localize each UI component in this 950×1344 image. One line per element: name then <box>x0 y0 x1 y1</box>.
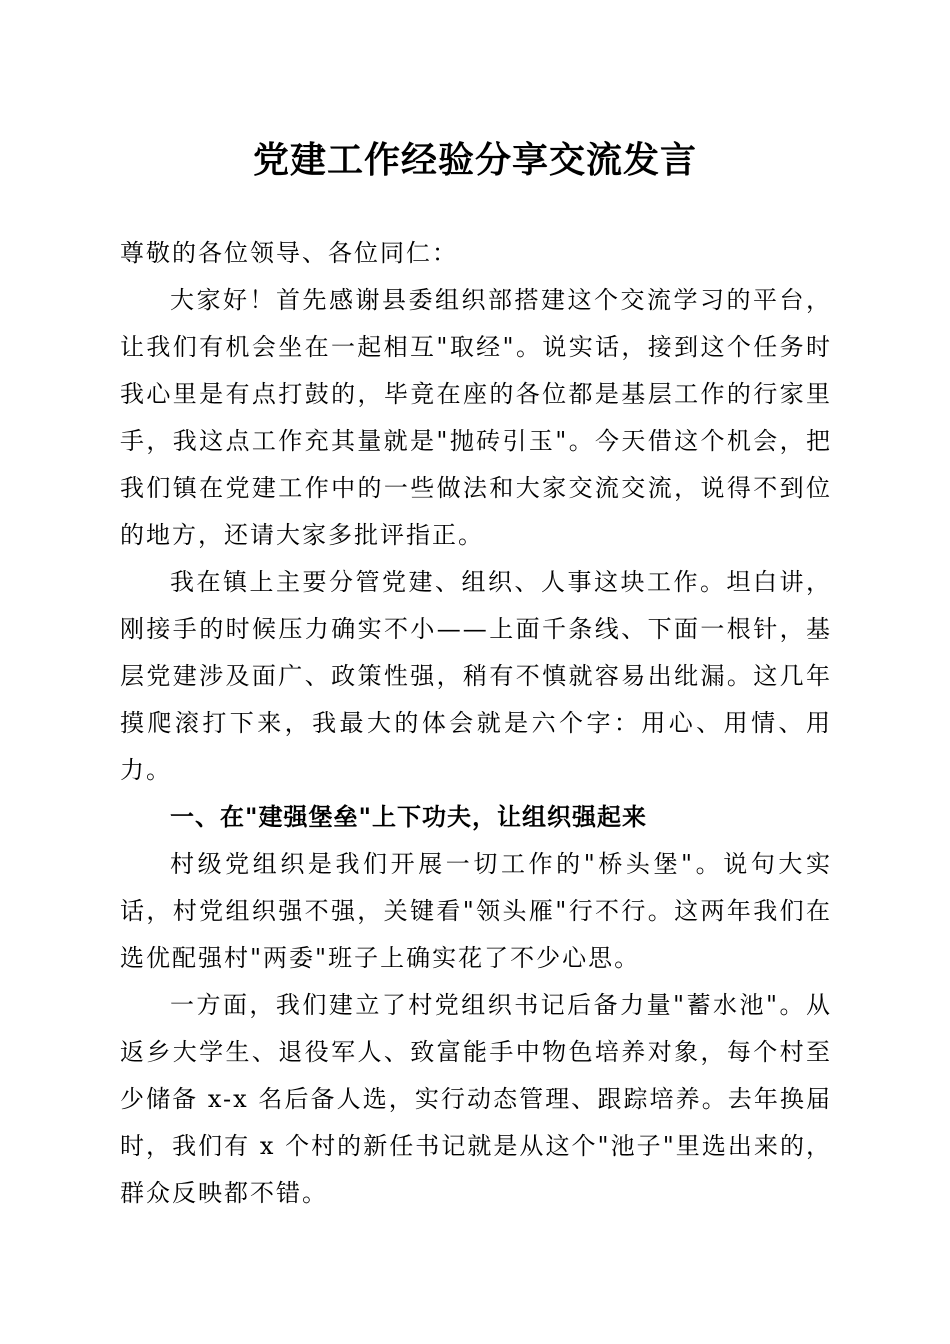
paragraph-section1-reserve: 一方面，我们建立了村党组织书记后备力量"蓄水池"。从返乡大学生、退役军人、致富能手中物色培养对象，每个村至少储备 x-x 名后备人选，实行动态管理、跟踪培养。去年换届时，我们有 x 个村的新任书记就是从这个"池子"里选出来的，群众反映都不错。 <box>120 991 832 1207</box>
document-title: 党建工作经验分享交流发言 <box>252 139 697 181</box>
paragraph-section1-intro: 村级党组织是我们开展一切工作的"桥头堡"。说句大实话，村党组织强不强，关键看"领头雁"行不行。这两年我们在选优配强村"两委"班子上确实花了不少心思。 <box>120 850 832 972</box>
paragraph-role: 我在镇上主要分管党建、组织、人事这块工作。坦白讲，刚接手的时候压力确实不小——上面千条线、下面一根针，基层党建涉及面广、政策性强，稍有不慎就容易出纰漏。这几年摸爬滚打下来，我最大的体会就是六个字：用心、用情、用力。 <box>120 568 832 784</box>
salutation: 尊敬的各位领导、各位同仁： <box>120 239 458 267</box>
paragraph-opening: 大家好！首先感谢县委组织部搭建这个交流学习的平台，让我们有机会坐在一起相互"取经"。说实话，接到这个任务时我心里是有点打鼓的，毕竟在座的各位都是基层工作的行家里手，我这点工作充其量就是"抛砖引玉"。今天借这个机会，把我们镇在党建工作中的一些做法和大家交流交流，说得不到位的地方，还请大家多批评指正。 <box>120 286 832 549</box>
document-body <box>120 230 832 1217</box>
section-heading-1: 一、在"建强堡垒"上下功夫，让组织强起来 <box>170 803 648 831</box>
